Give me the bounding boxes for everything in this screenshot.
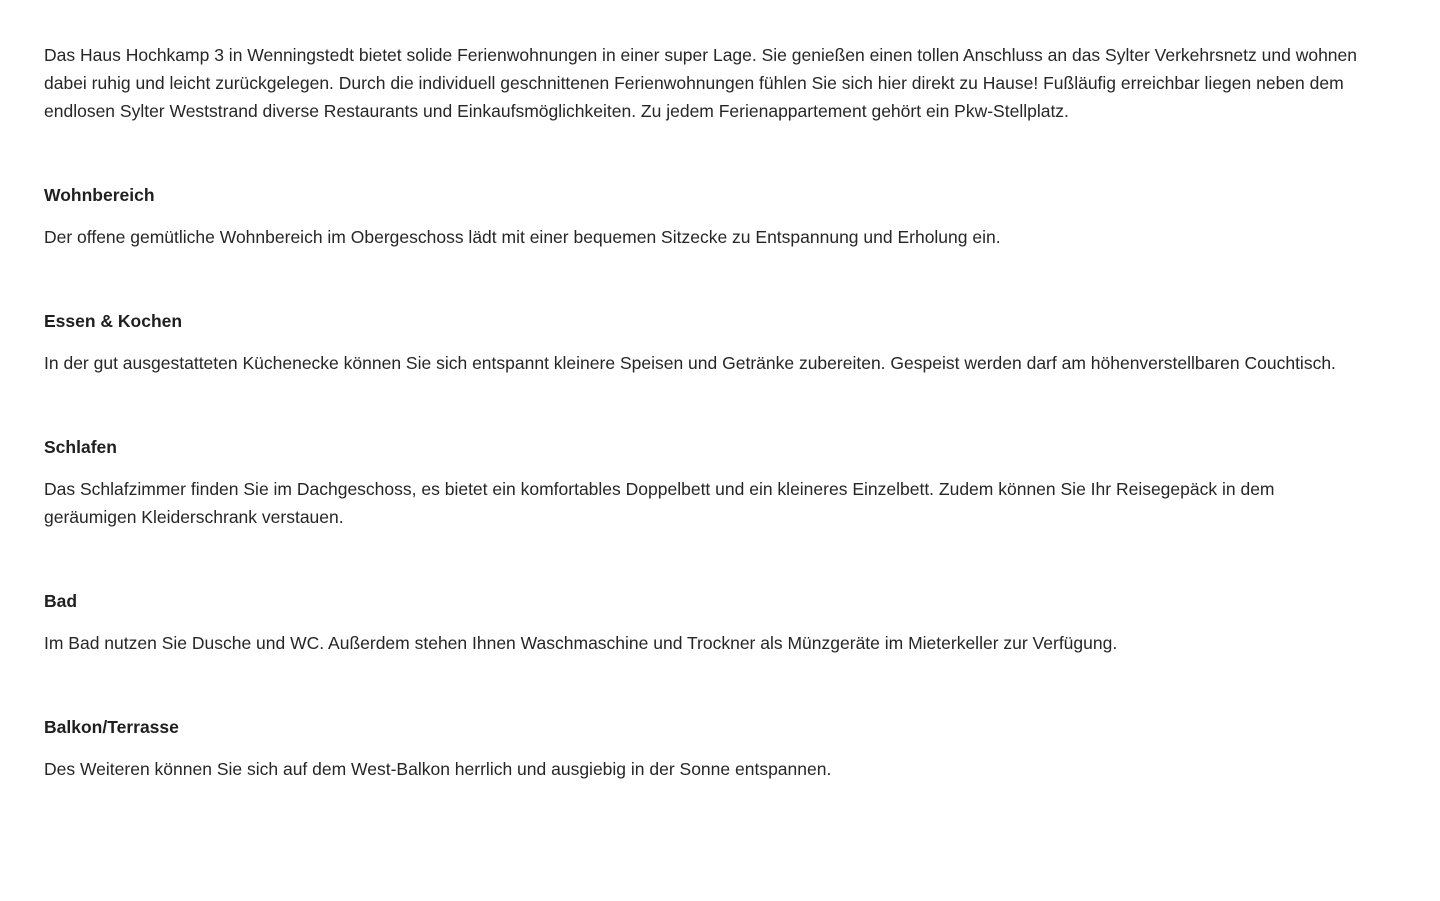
section-heading-wohnbereich: Wohnbereich (44, 185, 155, 205)
section-body-schlafen: Das Schlafzimmer finden Sie im Dachgeschoss, es bietet ein komfortables Doppelbett und ein kleineres Einzelbett. Zudem können Sie Ihr Reisegepäck in dem geräumigen Kleiderschrank verstauen. (44, 479, 1275, 527)
section-body-balkon-terrasse: Des Weiteren können Sie sich auf dem West-Balkon herrlich und ausgiebig in der Sonne entspannen. (44, 759, 832, 779)
section-heading-balkon-terrasse: Balkon/Terrasse (44, 717, 179, 737)
section-heading-essen-kochen: Essen & Kochen (44, 311, 183, 331)
section-body-wohnbereich: Der offene gemütliche Wohnbereich im Obergeschoss lädt mit einer bequemen Sitzecke zu Entspannung und Erholung ein. (44, 227, 1001, 247)
section-body-essen-kochen: In der gut ausgestatteten Küchenecke können Sie sich entspannt kleinere Speisen und Getränke zubereiten. Gespeist werden darf am höhenverstellbaren Couchtisch. (44, 353, 1336, 373)
section-body-bad: Im Bad nutzen Sie Dusche und WC. Außerdem stehen Ihnen Waschmaschine und Trockner als Münzgeräte im Mieterkeller zur Verfügung. (44, 633, 1118, 653)
section-heading-bad: Bad (44, 591, 78, 611)
section-heading-schlafen: Schlafen (44, 437, 117, 457)
intro-paragraph: Das Haus Hochkamp 3 in Wenningstedt bietet solide Ferienwohnungen in einer super Lage. Sie genießen einen tollen Anschluss an das Sylter Verkehrsnetz und wohnen dabei ruhig und leicht zurückgelegen. Durch die individuell geschnittenen Ferienwohnungen fühlen Sie sich hier direkt zu Hause! Fußläufig erreichbar liegen neben dem endlosen Sylter Weststrand diverse Restaurants und Einkaufsmöglichkeiten. Zu jedem Ferienappartement gehört ein Pkw-Stellplatz. (44, 45, 1357, 121)
